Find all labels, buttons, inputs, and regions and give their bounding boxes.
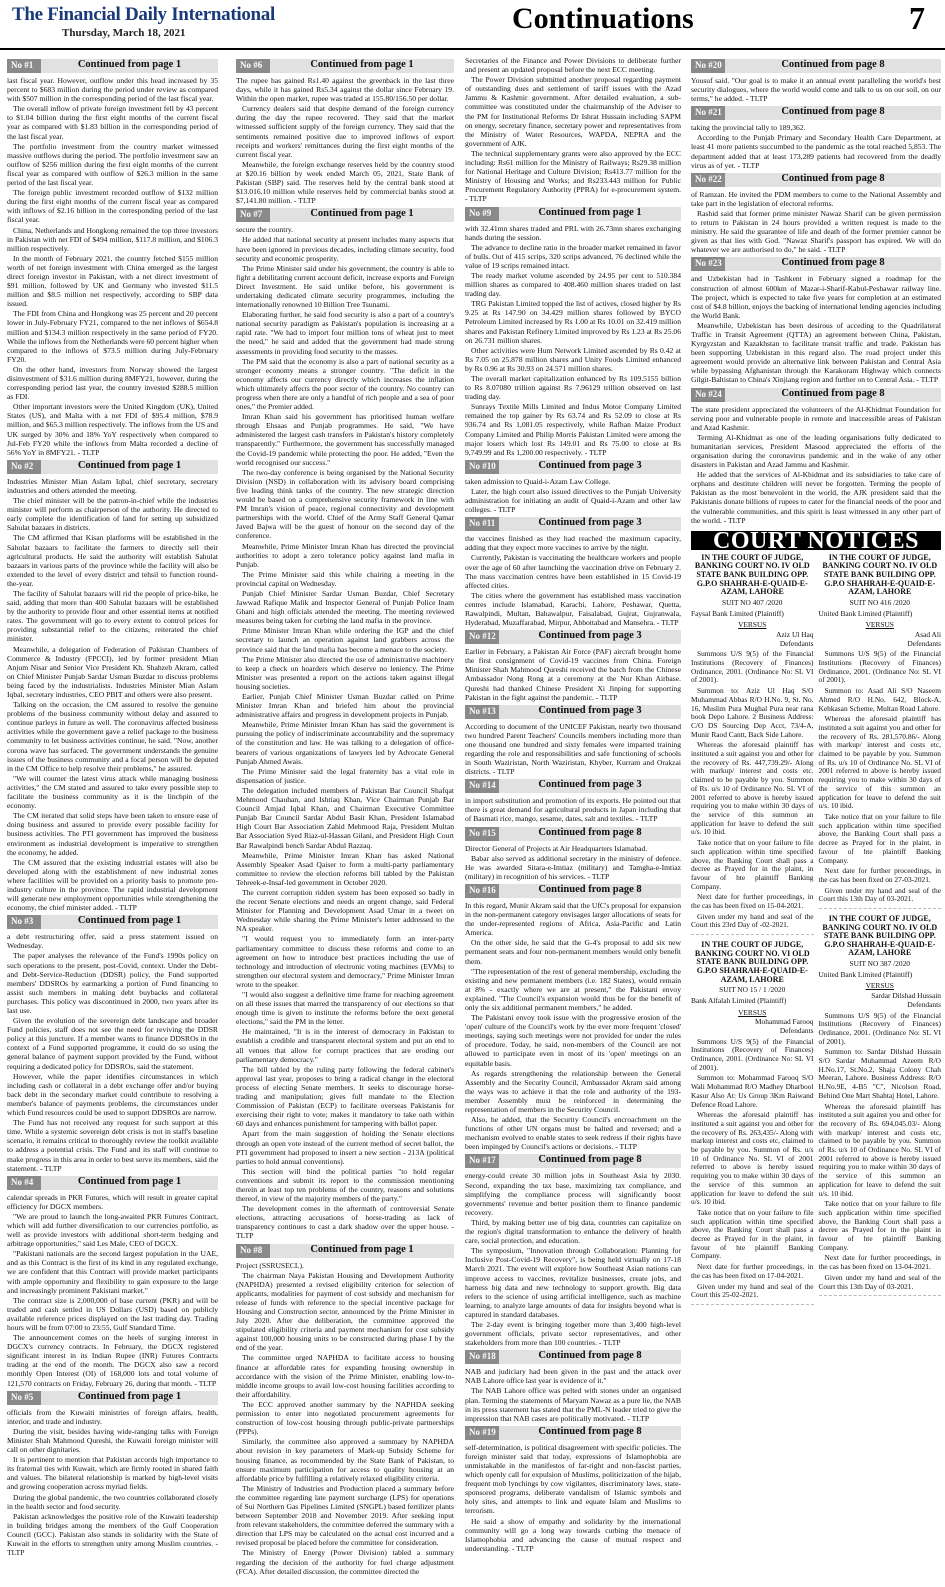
story-paragraph: Rashid said that former prime minister Nawaz Sharif can be given permission to return to Pakistan in 24 hours provided a written request is made to the ministry. He said the guarantee of life and death of the former premier cannot be given as that lies with God. "Nawaz Sharif's passport has expired. We will do whatever we are authorised to do," he said. - TLTP — [691, 208, 941, 255]
story-paragraph: Given the evolution of the sovereign debt landscape and broader Fund policies, staff does not see the need for reviving the DDSR policy at this juncture. If a member wants to finance DDSROs in the context of a Fund supported programme, it could do so using the general balance of payment support provided by the Fund, without requiring a dedicated policy for DDSROs, said the statement. — [7, 1016, 218, 1071]
story-paragraph: of Ramzan. He invited the PDM members to come to the National Assembly and take part in the legislation of electoral reforms. — [691, 189, 941, 208]
continued-from-label: Continued from page 1 — [41, 59, 218, 73]
story-paragraph: "We will counter the latest virus attack while managing business activities," the CM stated and assured to take every possible step to facilitate the business community as it is the linchpin of the economy. — [7, 773, 218, 811]
story-number: No #15 — [465, 827, 499, 841]
continuation-header — [465, 1154, 681, 1168]
story-paragraph: On the other hand, investors from Norway showed the largest disinvestment of $31.6 million during 8MFY21, however, during the corresponding period last year, the country invested $288.5 million as FDI. — [7, 364, 218, 402]
story-paragraph: Later, the high court also issued directives to the Punjab University administration for initiating an audit of Quaid-i-Azam and other law colleges. - TLTP — [465, 486, 681, 515]
continued-from-label: Continued from page 3 — [499, 630, 681, 644]
story-paragraph: The foreign public investment recorded outflow of $132 million during the first eight months of the current fiscal year as compared with inflows of $2.16 billion in the corresponding period of the last fiscal year. — [7, 188, 218, 225]
story-paragraph: Industries Minister Mian Aslam Iqbal, chief secretary, secretary industries and others attended the meeting. — [7, 476, 218, 495]
story-paragraph: Pakistan acknowledges the positive role of the Kuwaiti leadership in building bridges among the members of the Gulf Cooperation Council (GCC). Pakistan also stands in solidarity with the State of Kuwait in the efforts to strengthen unity among Muslim countries. - TLTP — [7, 1511, 218, 1558]
story-paragraph: The contract size is 2,000,000 of base current (PKR) and will be traded and cash settled in US Dollars (USD) based on publicly available reference prices displayed on the last trading day. Trading hours will be from 07:00 to 23:55, Gulf Standard Time. — [7, 1295, 218, 1332]
story-paragraph: Project (SSRUSECL). — [236, 1260, 304, 1270]
defendant-name: Asad Ali — [914, 629, 941, 639]
story-paragraph: The ready market volume ascended by 24.95 per cent to 510.384 million shares as compared to 408.460 million shares traded on last trading day. — [465, 270, 681, 299]
story-paragraph: According to document of the UNICEF Pakistan, nearly two thousand two hundred Parent Teachers' Councils members including more than one thousand one hundred and sixty females were imparted training regarding the role and responsibilities and safe functioning of schools in South Waziristan, North Waziristan, Khyber, Kurram and Orakzai districts. - TLTP — [465, 721, 681, 777]
continuation-header — [465, 1426, 681, 1440]
story-paragraph: Meanwhile, Prime Minister Imran Khan has said the government is pursuing the policy of indiscriminate accountability and the supremacy of the constitution and law. He was talking to a delegation of office-bearers of various organizations of lawyers led by Advocate General Punjab Ahmed Awais. — [236, 720, 454, 766]
story-number: No #20 — [691, 59, 725, 73]
newspaper-title: The Financial Daily International — [12, 4, 275, 25]
versus-label: VERSUS — [738, 1007, 767, 1017]
notice-paragraph: Whereas the aforesaid plaintiff has instituted a suit against you and other for the recovery of Rs. 263,435/- Along with markup interest and costs etc, claimed to be payable by you. Summon of Rs. u/s 10 of Ordinance No. SL VI of 2001 referred to above is hereby issued requiring you to make within 30 days of the service of this summon an application for leave to defend the suit u/s. 10 ibid. — [691, 1110, 814, 1207]
suit-number: SUIT NO 15 / 1 /2020 — [719, 985, 786, 995]
notice-paragraph: Summon to: Asad Ali S/O Naseem Ahmed R/O H.No. 642, Block-A, Kehkasan Scheme, Multan Road Lahore. — [818, 686, 941, 713]
continuation-header — [465, 460, 681, 474]
story-paragraph: "I would request you to immediately form an inter-party parliamentary committee to discuss these reforms and come to an agreement on how to introduce best practices including the use of technology and introduction of electronic voting machines (EVMs) to strengthen our electoral system and democracy," Prime Minister Imran wrote to the speaker. — [236, 934, 454, 989]
story-number: No #23 — [691, 257, 725, 271]
story-paragraph: and Uzbekistan had in Tashkent in February signed a roadmap for the construction of almost 600km of Mazar-i-Sharif-Kabul-Peshawar railway line. The project, which is expected to take five years for completion at an estimated cost of $4.8 billion, enjoys the backing of international lending agencies including the World Bank. — [691, 274, 941, 320]
plaintiff-name: United Bank Limited (Plaintiff) — [818, 608, 913, 618]
story-paragraph: The PM said that the economy is also a part of national security as a stronger economy means a stronger country. "The deficit in the economy affects our currency directly which increases the inflation which ultimately affects the poor sector of the country. No country can progress when there are only a handful of rich people and a sea of poor ones," the Premier added. — [236, 356, 454, 412]
continuation-story — [465, 1350, 681, 1423]
story-paragraph: Yousuf said. "Our goal is to make it an annual event paralleling the world's best security dialogues, where the world would come and talk to us on our soil, on our terms," he added. - TLTP — [691, 76, 941, 104]
story-paragraph: the vaccines finished as they had reached the maximum capacity, adding that they expect more vaccines to arrive by the night. — [465, 534, 681, 553]
story-paragraph: calendar spreads in PKR Futures, which will result in greater capital efficiency for DGCX members. — [7, 1192, 218, 1211]
column-4-stories — [691, 59, 941, 525]
notice-paragraph: Given under my hand and seal of the Court this 13th Day of 03-2021. — [818, 885, 941, 904]
court-name: IN THE COURT OF JUDGE, BANKING COURT NO. IV OLD STATE BANK BUILDING OPP. G.P.O SHAHRAH-E-QUAID-E-AZAM, LAHORE — [822, 914, 938, 958]
story-paragraph: China, Netherlands and Hongkong remained the top three investors in Pakistan with net FDI of $494 million, $117.8 million, and $106.3 million respectively. — [7, 225, 218, 253]
versus-label: VERSUS — [865, 620, 894, 630]
continuation-story — [236, 1244, 454, 1576]
story-paragraph: According to the Punjab Primary and Secondary Health Care Department, at least 41 more patients succumbed to the pandemic as the total reached 5,853. The department added that at least 173,289 patients had recovered from the deadly virus as of yet. - TLTP — [691, 133, 941, 170]
story-paragraph: The facility of Sahulat bazaars will rid the people of price-hike, he said, adding that more than 400 Sahulat bazaars will be established by the authority to provide flour and other essential items at notified rates. The government will go to every extent to control prices for providing substantial relief to the citizens, reiterated the chief minister. — [7, 588, 218, 644]
story-number: No #12 — [465, 630, 499, 644]
story-paragraph: The CM assured that the existing industrial estates will also be developed along with the establishment of new industrial zones where facilities will be provided on a priority basis to promote pro-industry culture in the province. The rapid industrial development will generate new employment opportunities while strengthening the economy, the chief minister added. - TLTP — [7, 857, 218, 913]
story-paragraph: The Ministry of Industries and Production placed a summary before the committee regarding late payment surcharge (LPS) for operations of Sui Northern Gas Pipelines Limited (SNGPL) based fertilizer plants between September 2018 and November 2019. After seeking input from relevant stakeholders, the committee deferred the summary with a direction that LPS may be calculated on the actual cost incurred and a revised proposal be placed before the committee for consideration. — [236, 1483, 454, 1548]
continuation-header — [7, 460, 218, 474]
continuation-header — [691, 388, 941, 402]
story-paragraph: The overall inflow of private foreign investment fell by 43 percent to $1.04 billion during the first eight months of the current fiscal year as compared with $1.83 billion in the corresponding period of the last fiscal year. — [7, 104, 218, 141]
story-paragraph: Meanwhile, a delegation of Federation of Pakistan Chambers of Commerce & Industry (FPCCI), led by former president Mian Anjum Nisar and Senior Vice President Kh. Shahzeb Akram, called on Chief Minister Punjab Sardar Usman Buzdar to discuss problems being faced by the industrialists. Industries Minister Mian Aslam Iqbal, secretary industries, CEO PBIT and others were also present. — [7, 644, 218, 699]
continuation-header — [465, 630, 681, 644]
story-paragraph: On the other side, he said that the G-4's proposal to add six new permanent seats and four non-permanent members would only benefit them. — [465, 938, 681, 966]
continued-from-label: Continued from page 8 — [725, 388, 941, 402]
section-title: Continuations — [512, 2, 694, 35]
continuation-header — [465, 207, 681, 221]
suit-number: SUIT NO 416 /2020 — [849, 597, 910, 607]
notice-paragraph: Summons U/S 9(5) of the Financial Institutions (Recovery of Finances) Ordinance, 2001. (Ordinance No: SL VI of 2001). — [691, 1036, 814, 1072]
story-paragraph: Earlier, Punjab Chief Minister Usman Buzdar called on Prime Minister Imran Khan and briefed him about the provincial administrative affairs and progress in development projects in Punjab. — [236, 692, 454, 720]
court-notice — [819, 915, 942, 1296]
continuation-header — [465, 1350, 681, 1364]
story-paragraph: He added that national security at present includes many aspects that have been ignored in previous decades, including climate security, food security and economic prosperity. — [236, 235, 454, 263]
story-number: No #21 — [691, 106, 725, 120]
continued-from-label: Continued from page 1 — [41, 1391, 218, 1405]
story-number: No #24 — [691, 388, 725, 402]
story-paragraph: Meanwhile, the foreign exchange reserves held by the country stood at $20.16 billion by week ended March 05, 2021, State Bank of Pakistan (SBP) said. The reserves held by the central bank stood at $13.016.10 million while reserves held by commercial banks stood at $7,141.80 million. - TLTP — [236, 159, 454, 206]
notice-paragraph: Take notice that on your failure to file such application within time specified above, the Banking Court shall pass a decree as Prayed for in the plaint, in favour of hte plaintiff Banking Company. — [818, 811, 941, 865]
story-paragraph: Currency dealers said that despite demand of the foreign currency during the day the rupee recovered. They said that the market witnessed sufficient supply of the foreign currency. They said that the sentiments remained positive due to improved inflows of export receipts and workers' remittances during the first eight months of the current fiscal year. — [236, 104, 454, 159]
court-notices-left — [691, 554, 814, 1311]
story-number: No #3 — [7, 915, 41, 929]
story-paragraph: with 32.41mn shares traded and PRL with 26.73mn shares exchanging hands during the session. — [465, 223, 681, 242]
court-name: IN THE COURT OF JUDGE, BANKING COURT NO. IV OLD STATE BANK BUILDING OPP. G.P.O SHAHRAH-E-QUAID-E-AZAM, LAHORE — [694, 552, 810, 597]
story-paragraph: a debt restructuring offer, said a press statement issued on Wednesday. — [7, 932, 218, 951]
continued-from-label: Continued from page 1 — [270, 59, 454, 73]
story-paragraph: last fiscal year. However, outflow under this head increased by 35 percent to $683 million during the period under review as compared with $507 million in the corresponding period of the last fiscal year. — [7, 76, 218, 104]
story-number: No #9 — [465, 207, 499, 221]
continued-from-label: Continued from page 8 — [725, 173, 941, 187]
continuation-header — [465, 779, 681, 793]
notice-paragraph: Take notice that on your failure to file such application within time specified above, the Banking Court shall pass a decree as Prayed for in the plaint, in favour of hte plaintiff Banking Company. — [691, 1207, 814, 1261]
continuation-story — [7, 1176, 218, 1388]
notice-paragraph: Take notice that on your failure to file such application within time specified above, the Banking Court shall pass a decree as Prayed for in the plaint, in favour of hte plaintiff Banking Company. — [691, 838, 814, 891]
continuation-story — [691, 257, 941, 384]
continuation-story — [465, 56, 681, 204]
story-paragraph: The Prime Minister said under his government, the country is able to fight a debilitating current account deficit, increase exports and Foreign Direct Investment. He said unlike before, his government is undertaking dedicated climate security programmes, including the internationally renowned 10 Billion Tree Tsunami. — [236, 263, 454, 310]
notice-paragraph: Summons U/S 9(5) of the Financial Institutions (Recovery of Finances) Ordinance, 2001. (Ordinance No: SL VI of 2001). — [818, 1010, 941, 1046]
story-paragraph: The paper analyses the relevance of the Fund's 1990s policy on such operations to the present, post-Covid, context. Under the Debt- and Debt-Service-Reduction (DDSR) policy, the Fund supported members' DDSROs by earmarking a portion of Fund financing to assist such members in making debt buybacks and collateral purchases. This policy was discontinued in 2000, two years after its last use. — [7, 951, 218, 1015]
story-paragraph: The ECC approved another summary by the NAPHDA seeking permission to enter into negotiated procurement agreements for construction of low-cost housing through public-private partnerships (PPPs). — [236, 1399, 454, 1437]
story-paragraph: As regards strengthening the relationship between the General Assembly and the Security Council, Ambassador Akram said among the ways was to achieve it that the role and authority of the 193-member Assembly must be reinforced in determining the representation of members in the Security Council. — [465, 1068, 681, 1114]
continued-from-label: Continued from page 1 — [270, 1244, 454, 1258]
story-paragraph: Other activities were Hum Network Limited ascended by Rs 0.42 at Rs 7.05 on 25.878 million shares and Unity Foods Limited enhanced by Rs 0.96 at Rs 30.93 on 24.571 million shares. — [465, 345, 681, 373]
story-paragraph: Other important investors were the United Kingdom (UK), United States (US), and Malta with a net FDI of $95.4 million, $78.9 million, and $65.3 million respectively. The inflows from the US and UK surged by 30% and 18% YoY respectively when compared to Jul-Feb FY20 while the inflows from Malta recorded a decline of 56% YoY in 8MFY21. - TLTP — [7, 402, 218, 457]
story-number: No #11 — [465, 517, 499, 531]
continuation-header — [7, 1391, 218, 1405]
story-paragraph: The current corruption ridden system has been exposed so badly in the recent Senate elections and needs an urgent change, said Federal Minister for Planning and Development Asad Umar in a tweet on Wednesday while sharing the Prime Minister's letter addressed to the NA speaker. — [236, 887, 454, 934]
notice-paragraph: Take notice that on your failure to file such application within time specified above, the Banking Court shall pass a decree as Prayed for in the plaint in favour of hte plaintiff Banking Company. — [818, 1199, 941, 1252]
continuation-story — [691, 106, 941, 169]
notice-paragraph: Summons U/S 9(5) of the Financial Institutions (Recovery of Finances) Ordinance, 2001. (Ordinance No: SL VI of 2001). — [691, 649, 814, 685]
notice-paragraph: Summon to: Aziz Ul Haq S/O Muhammad Abbas R/O H.No. 9, St. No. 16, Muslim Pura Mughal Pura near rana book Depo Lahore. 2 Business Address: C/O DS Sourcing Dep Acct, 73/4-A, Munir Raod Cantt, Back Side Lahore. — [691, 686, 814, 739]
continuation-story — [465, 630, 681, 702]
story-paragraph: This section will bind the political parties "to hold regular conventions and submit its report to the commission mentioning therein at least top ten problems of the country, reasons and solutions thereof, in view of the majority members of the party." — [236, 1166, 454, 1204]
notice-paragraph: Given under my hand and seal of the Court this 13th Day of 03-2021. — [818, 1272, 941, 1291]
continuation-header — [465, 517, 681, 531]
continuation-story — [7, 460, 218, 912]
story-paragraph: The rupee has gained Rs1.40 against the greenback in the last three days, while it has gained Rs5.34 against the dollar since February 19. Within the open market, rupee was traded at 155.80/156.50 per dollar. — [236, 76, 454, 104]
story-paragraph: The overall market capitalization enhanced by Rs 109.5155 billion to Rs 8.07080 trillion against Rs 7.96129 trillion observed on last trading day. — [465, 374, 681, 402]
continuation-story — [465, 207, 681, 457]
continued-from-label: Continued from page 1 — [41, 915, 218, 929]
continued-from-label: Continued from page 3 — [499, 779, 681, 793]
column-1 — [6, 56, 219, 1581]
continued-from-label: Continued from page 3 — [499, 460, 681, 474]
story-paragraph: The technical supplementary grants were also approved by the ECC including: Rs61 million for the Ministry of Railways; Rs29.38 million for National Heritage and Culture Division; Rs413.77 million for the Ministry of Housing and Works; and Rs233.443 million for Public Procurement Regulatory Authority (PPRA) for e-procurement system. - TLTP — [465, 148, 681, 204]
story-paragraph: Talking on the occasion, the CM assured to resolve the genuine problems of the business community without delay and assured to continue parleys in future as well. The coronavirus affected business activities while the government gave a relief package to the business community to let business activities continue, he said. "Now, another corona wave has surfaced. The government understands the genuine issues of the business community and a focal person will be deputed in the CM Office to help resolve their problems," he assured. — [7, 700, 218, 773]
story-paragraph: The portfolio investment from the country market witnessed massive outflows during the period. The portfolio investment saw an outflow of $256 million during the first eight months of the current fiscal year as compared with outflow of $26.3 million in the same period of the last fiscal year. — [7, 141, 218, 188]
continuation-story — [236, 59, 454, 205]
story-paragraph: Meanwhile, Prime Minister Imran Khan has asked National Assembly Speaker Asad Qaiser to form a multi-party parliamentary committee to review the election reforms bill tabled by the Pakistan Tehreek-e-Insaf-led government in October 2020. — [236, 850, 454, 887]
continuation-header — [236, 1244, 454, 1258]
continued-from-label: Continued from page 8 — [499, 1426, 681, 1440]
story-paragraph: The CM iterated that solid steps have been taken to ensure ease of doing business and assured to provide every possible facility for business activities. The PTI government has improved the business environment as industrial development is imperative to strengthen the economy, he added. — [7, 811, 218, 857]
story-paragraph: The development comes in the aftermath of controversial Senate elections, attracting accusations of horse-trading as lack of transparency continues to cast a dark shadow over the upper house. - TLTP — [236, 1204, 454, 1241]
continuation-story — [465, 517, 681, 627]
story-paragraph: TRG Pakistan Limited topped the list of actives, closed higher by Rs 9.25 at Rs 147.90 on 34.429 million shares followed by BYCO Petroleum Limited increased by Rs 1.00 at Rs 10.01 on 32.419 million shares and Pakistan Refinery Limited improved by Rs 1.23 at Rs 25.06 on 26.731 million shares. — [465, 299, 681, 345]
continuation-header — [7, 1176, 218, 1190]
story-paragraph: The cities where the government has established mass vaccination centres include Islamabad, Karachi, Lahore, Peshawar, Quetta, Rawalpindi, Multan, Bahawalpur, Faisalabad, Gujrat, Gujranwala, Hyderabad, Muzaffarabad, Mirpur, Abbottabad and Mansehra. - TLTP — [465, 590, 681, 628]
story-paragraph: Meanwhile, Uzbekistan has been desirous of acceding to the Quadrilateral Traffic in Transit Agreement (QTTA) an agreement between China, Pakistan, Kyrgyzstan and Kazakhstan to facilitate transit traffic and trade. Pakistan has been supporting Uzbekistan in this regard also. The road project under this agreement would provide an alternative link between Pakistan and Central Asia while bypassing Afghanistan through the Karakoram Highway which connects Gilgit-Baltistan to China's Xinjiang region and further on to Central Asia. - TLTP — [691, 320, 941, 385]
story-paragraph: In this regard, Munir Akram said that the UfC's proposal for expansion in the non-permanent category envisages larger allocations of seats for the under-represented regions of Africa, Asia-Pacific and Latin America. — [465, 900, 681, 938]
story-paragraph: "Pakistani nationals are the second largest population in the UAE, and as this Contract is the first of its kind in any regulated exchange, we are confident that this Contract will provide market participants with ample opportunity and flexibility to gain exposure to the large and increasingly prominent Pakistani market." — [7, 1249, 218, 1295]
story-paragraph: taking the provincial tally to 189,362. — [691, 123, 806, 133]
continuation-header — [465, 884, 681, 898]
story-paragraph: The Prime Minister said the legal fraternity has a vital role in dispensation of justice. — [236, 766, 454, 785]
court-notice — [691, 941, 814, 1305]
story-paragraph: Apart from the main suggestion of holding the Senate elections through an open vote instead of the current method of secret ballot, the PTI government had proposed to insert a new section - 213A (political parties to hold annual conventions). — [236, 1129, 454, 1166]
story-paragraph: During the visit, besides having wide-ranging talks with Foreign Minister Shah Mahmood Qureshi, the Kuwaiti foreign minister will call on other dignitaries. — [7, 1426, 218, 1455]
story-paragraph: Third, by making better use of big data, countries can capitalize on the region's digital transformation to enhance the delivery of health care, social protection, and education. — [465, 1217, 681, 1246]
continuation-header — [691, 173, 941, 187]
continued-from-label: Continued from page 1 — [499, 207, 681, 221]
story-paragraph: self-determination, is political disagreement with specific policies. The foreign minister said that today, expressions of Islamophobia are unmistakable in the manifestos of far-right and non-fascist parties, which openly call for expulsion of Muslims, politicization of the hijab, frequent mob lynchings by cow vigilantes, discriminatory laws, state-sponsored programs, deliberate vandalism of Islamic symbols and holy sites, and attempts to link and equate Islam and Muslims to terrorism. — [465, 1442, 681, 1516]
story-paragraph: taken admission to Quaid-i-Azam Law College. — [465, 476, 611, 486]
story-number: No #17 — [465, 1154, 499, 1168]
story-paragraph: Earlier in February, a Pakistan Air Force (PAF) aircraft brought home the first consignment of Covid-19 vaccines from China. Foreign Minister Shah Mahmood Qureshi received the batch from the Chinese Ambassador Nong Rong at a ceremony at the Nur Khan Airbase. Qureshi had thanked Chinese President Xi Jinping for supporting Pakistan in the fight against the pandemic. - TLTP — [465, 647, 681, 702]
story-paragraph: The state president appreciated the volunteers of the Al-Khidmat Foundation for serving poor and vulnerable people in remote and inaccessible areas of Pakistan and Azad Kashmir. — [691, 404, 941, 432]
court-notices — [691, 554, 941, 1311]
notice-paragraph: Summon to: Sardar Dilshad Hussain S/O Sardar Muhammad Azeem R/O H.No.17, St.No.2, Shaja Colony Chah Meeran, Lahore. Business Address: R/O H.No.9E, 4-B5 "C", Nicolson Road, Behind One Mart Shahtaj Hotel, Lahore. — [818, 1047, 941, 1100]
notice-paragraph: Next date for further proceedings, in the cas has been fixed on 15-04-2021. — [691, 892, 814, 911]
story-paragraph: The advance to decline ratio in the broader market remained in favor of bulls. Out of 415 scrips, 320 scrips advanced, 76 declined while the value of 19 scrips remained intact. — [465, 242, 681, 270]
story-paragraph: "We are proud to launch the long-awaited PKR Futures Contract, which will add further diversification to our currencies portfolio, as well as provide investors with additional short-term hedging and arbitrage opportunities," said Les Male, CEO of DGCX. — [7, 1211, 218, 1249]
story-paragraph: However, while the paper identifies circumstances in which including cash or collateral in a debt exchange offer and/or buying back debt in the secondary market could contribute to resolving a member's balance of payments problems, the circumstances under which Fund resources could be used to support DDSROs are narrow. — [7, 1071, 218, 1118]
continuation-story — [236, 208, 454, 1240]
notice-paragraph: Given under my hand and seal of the Court this 23rd Day of -02-2021. — [691, 911, 814, 930]
court-notices-right — [819, 554, 942, 1311]
story-number: No #10 — [465, 460, 499, 474]
story-paragraph: The Ministry of Energy (Power Division) tabled a summary regarding the decision of the authority for fuel charge adjustment (FCA). After detailed discussion, the committee directed the — [236, 1548, 454, 1576]
story-paragraph: energy-could create 30 million jobs in Southeast Asia by 2030. Second, expanding the tax base, maximizing tax compliance, and simplifying the compliance process will significantly boost governments' revenue and better position them to finance pandemic recovery. — [465, 1171, 681, 1217]
story-paragraph: The Prime Minister also directed the use of administrative machinery to keep a check on hoarders which deserve no leniency. The Prime Minister was presented a report on the actions taken against illegal housing societies. — [236, 654, 454, 691]
story-paragraph: The two-day conference is being organised by the National Security Division (NSD) in collaboration with its advisory board comprising five leading think tanks of the country. The new strategic direction would be based on a comprehensive security framework in line with PM Imran's vision of peace, regional connectivity and development partnerships with the world. Chief of the Army Staff General Qamar Javed Bajwa will be the guest of honour on the second day of the conference. — [236, 467, 454, 541]
story-paragraph: The symposium, "Innovation through Collaboration: Planning for Inclusive Post-Covid-19 Recovery", is being held virtually on 17-18 March 2021. The event will explore how Southeast Asian nations can improve access to vaccines, revitalize businesses, create jobs, and harness big data and new technology to support growth. Big data refers to the science of using artificial intelligence, such as machine learning, to analyze large amounts of data for insights beyond what is captured in standard databases. — [465, 1246, 681, 1319]
continued-from-label: Continued from page 8 — [499, 827, 681, 841]
defendants-label: Defendants — [779, 638, 814, 648]
story-paragraph: Babar also served as additional secretary in the ministry of defence. He was awarded Sitara-e-Imtiaz (military) and Tamgha-e-Imtiaz (military) in recognition of his services. - TLTP — [465, 853, 681, 881]
continued-from-label: Continued from page 8 — [499, 1350, 681, 1364]
continued-from-label: Continued from page 8 — [725, 257, 941, 271]
continued-from-label: Continued from page 1 — [270, 208, 454, 222]
continuation-story — [7, 915, 218, 1172]
continuation-story — [465, 1426, 681, 1553]
continuation-story — [7, 59, 218, 457]
column-2 — [235, 56, 455, 1581]
defendant-name: Aziz Ul Haq — [776, 629, 814, 639]
continued-from-label: Continued from page 8 — [499, 884, 681, 898]
story-paragraph: Imran Khan said his government has prioritised human welfare through Ehsaas and Punjab programmes. He said, "We have administered the largest cash transfers in Pakistan's history completely transparently." Furthermore, the government has successfully managed the Covid-19 pandemic while protecting the poor. He added, "Even the world recognised our success." — [236, 412, 454, 467]
story-number: No #1 — [7, 59, 41, 73]
page-number: 7 — [909, 0, 925, 36]
notice-paragraph: Summons U/S 9(5) of the Financial Institutions (Recovery of Finances) Ordinance, 2001. (Ordinance No: SL VI of 2001). — [818, 649, 941, 685]
story-paragraph: During the global pandemic, the two countries collaborated closely in the health sector and food security. — [7, 1492, 218, 1511]
story-number: No #7 — [236, 208, 270, 222]
story-paragraph: officials from the Kuwaiti ministries of foreign affairs, health, interior, and trade and industry. — [7, 1407, 218, 1426]
notice-paragraph: Summon to: Mohammad Farooq S/O Wali Mohammad R/O Madhey Dharbool Kasur Also At: Us Group 3Km Raiwand Defence Road Lahore. — [691, 1073, 814, 1109]
story-paragraph: He added that the services of Al-Khidmat and its subsidiaries to take care of orphans and destitute children will never be forgotten. Terming the people of Pakistan as the most benevolent in the world, the AJK president said that the Pakistanis donate billions of rupees to cater for the financial needs of the poor and the vulnerable communities, and this spirit is least witnessed in any other part of the world. - TLTP — [691, 470, 941, 525]
story-paragraph: Secretaries of the Finance and Power Divisions to deliberate further and present an updated proposal before the next ECC meeting. — [465, 56, 681, 75]
story-paragraph: The announcement comes on the heels of surging interest in DGCX's currency contracts. In February, the DGCX registered significant interest in its Indian Rupee (INR) Futures Contracts trading at the end of the month. The DGCX also saw a record monthly Open Interest (OI) of 168,000 lots and total volume of 121,570 contracts on Friday, February 26, during that month. - TLTP — [7, 1333, 218, 1388]
story-paragraph: The FDI from China and Hongkong was 25 percent and 20 percent lower in July-February FY21, compared to the net inflows of $654.8 million and $134.3 million respectively in the same period of FY20. While the inflows from the Netherlands were 60 percent higher when compared to the inflows of $73.5 million during July-February FY20. — [7, 309, 218, 364]
continuation-header — [691, 106, 941, 120]
court-notice — [691, 554, 814, 935]
continued-from-label: Continued from page 8 — [725, 106, 941, 120]
story-paragraph: Elaborating further, he said food security is also a part of a country's national security paradigm as Pakistan's population is increasing at a rapid rate. "We had to import four million tons of wheat just to meet the need," he said and added that the government had made strong assessments in providing food security to the masses. — [236, 310, 454, 356]
continuation-story — [465, 1154, 681, 1347]
notice-paragraph: Whereas the aforesaid plaintiff has instituted a suit against you and other for the recovery of Rs. 694,045.03/- Along with markup/ interest and costs etc, claimed to be payable by you. Summon of Rs. u/s 10 of Ordinance No. SL VI of 2001 referred to above is hereby issued requiring you to make within 30 days of the service of this summon an application for leave to defend the suit u/s. 10 ibid. — [818, 1101, 941, 1198]
continuation-story — [7, 1391, 218, 1558]
story-paragraph: Prime Minister Imran Khan while ordering the IGP and the chief secretary to launch an operation against land grabbers across the province said that the land mafia has become a menace to the society. — [236, 626, 454, 654]
continuation-header — [465, 705, 681, 719]
defendants-label: Defendants — [779, 1025, 814, 1035]
defendants-label: Defendants — [907, 999, 941, 1009]
continuation-story — [465, 827, 681, 881]
continuation-header — [236, 208, 454, 222]
continuation-story — [691, 173, 941, 255]
continuation-header — [7, 915, 218, 929]
continuation-story — [465, 460, 681, 514]
continuation-header — [236, 59, 454, 73]
story-number: No #13 — [465, 705, 499, 719]
story-paragraph: The Prime Minister said this while chairing a meeting in the provincial capital on Wednesday. — [236, 569, 454, 588]
story-paragraph: Terming Al-Khidmat as one of the leading organisations fully dedicated to humanitarian services, President Masood appreciated the efforts of the organisation during the coronavirus pandemic and in the wake of any other disasters in Pakistan and Azad Jammu and Kashmir. — [691, 432, 941, 470]
story-paragraph: It is pertinent to mention that Pakistan accords high importance to its fraternal ties with Kuwait, which are firmly rooted in shared faith and values. The bilateral relationship is marked by high-level visits and growing cooperation across myriad fields. — [7, 1455, 218, 1492]
continuation-story — [691, 388, 941, 525]
versus-label: VERSUS — [865, 981, 894, 991]
plaintiff-name: Faysal Bank Limited (Plaintiff) — [691, 608, 784, 618]
continued-from-label: Continued from page 1 — [41, 460, 218, 474]
notice-paragraph: Given under my hand and seal of the Court this 25-02-2021. — [691, 1281, 814, 1300]
story-paragraph: The bill tabled by the ruling party following the federal cabinet's approval last year, proposes to bring a radical change in the electoral process of electing Senate members. It seeks to discourage horse-trading and manipulation; gives full mandate to the Election Commission of Pakistan (ECP) to facilitate overseas Pakistanis for exercising their right to vote; makes it mandatory to take oath within 60 days and enhances punishment for tampering with ballot paper. — [236, 1064, 454, 1129]
story-paragraph: NAB and judiciary had been given in the past and the attack over NAB Lahore office last year is evidence of it." — [465, 1367, 681, 1386]
story-number: No #8 — [236, 1244, 270, 1258]
continued-from-label: Continued from page 3 — [499, 517, 681, 531]
story-number: No #6 — [236, 59, 270, 73]
plaintiff-name: Bank Alfalah Limited (Plaintiff) — [691, 995, 787, 1005]
story-paragraph: Meanwhile, Prime Minister Imran Khan has directed the provincial authorities to adopt a zero tolerance policy against land mafia in Punjab. — [236, 541, 454, 569]
plaintiff-name: United Bank Limited (Plaintiff) — [818, 969, 913, 979]
continuation-story — [465, 705, 681, 777]
story-paragraph: Sunrays Textile Mills Limited and Indus Motor Company Limited remained the top gainer by Rs 63.74 and Rs 52.09 to close at Rs 936.74 and Rs 1,081.05 respectively, while Rafhan Maize Product Company Limited and Philip Morris Pakistan Limited were among the major losers which lost Rs 149.01 and Rs 75.00 to close at Rs 9,749.99 and Rs 1,200.00 respectively. - TLTP — [465, 402, 681, 457]
story-paragraph: The chairman Naya Pakistan Housing and Development Authority (NAPHDA) presented a revised eligibility criterion for selection of applicants, modalities for payment of cost subsidy and mechanism for release of funds with reference to the special incentive package for Housing and Construction sector, announced by the Prime Minister in July 2020. After due deliberation, the committee approved the stipulated eligibility criteria and payment mechanism for cost subsidy against 100,000 housing units to be constructed during phase I by the end of the year. — [236, 1270, 454, 1353]
story-paragraph: The committee urged NAPHDA to facilitate access to housing finance at affordable rates for expanding housing ownership in accordance with the vision of the Prime Minister, enabling low-to-middle income groups to avail low-cost housing facilities according to their affordability. — [236, 1353, 454, 1399]
story-paragraph: The delegation included members of Pakistan Bar Council Shafqat Mehmood Chauhan, and Ishtiaq Khan, Vice Chairman Punjab Bar Council Amjad Iqbal Khan, and Chairman Executive Committee Punjab Bar Council Sardar Abdul Basit Khan, President Islamabad High Court Bar Association Zahid Mehmood Raja, President Multan Bar Association Syed Riaz-ul-Hassan Gilani, and President High Court Bar Rawalpindi bench Sardar Abdul Razzaq. — [236, 785, 454, 850]
story-paragraph: In the month of February 2021, the country fetched $155 million worth of net foreign investment with China emerged as the largest direct foreign investor in Pakistan, with a net direct investment of $91 million, followed by UK and Germany who invested $11.5 million and $8.5 million net respectively, according to SBP data issued. — [7, 253, 218, 309]
notice-paragraph: Whereas the aforesaid plaintiff has instituted a suit against you and other for the recovery of Rs. 447,739.29/- Along with markup/ interest and costs etc. claimed to be payable by you. Summon of Rs. u/s 10 of Ordinance No. SL VI of 2001 referred to above is hereby issued requiring you to make within 30 days of the service of this summon an application for leave to defend the suit u/s. 10 ibid. — [691, 740, 814, 837]
story-paragraph: He said a show of empathy and solidarity by the international community will go a long way towards curbing the menace of Islamophobia and advancing the cause of mutual respect and understanding. - TLTP — [465, 1516, 681, 1553]
story-number: No #14 — [465, 779, 499, 793]
notice-paragraph: Next date for further proceedings, in the cas has been fixed on 17-04-2021. — [691, 1262, 814, 1280]
column-4 — [690, 56, 942, 1581]
story-paragraph: The chief minister will be the patron-in-chief while the industries minister will perform as chairperson of the authority. He directed to early complete the identification of land for setting up subsidized Sahulat bazaars in districts. — [7, 496, 218, 533]
defendant-name: Sardar Dilshad Hussain — [871, 991, 941, 1001]
continued-from-label: Continued from page 8 — [499, 1154, 681, 1168]
story-paragraph: Currently, Pakistan is vaccinating the healthcare workers and people over the age of 60 after launching the vaccination drive on February 2. The mass vaccination centres have been established in 15 Covid-19 affected cities. — [465, 553, 681, 590]
court-notice — [819, 554, 942, 909]
continuation-header — [7, 59, 218, 73]
suit-number: SUIT NO 407 /2020 — [722, 597, 783, 607]
continuation-story — [465, 779, 681, 823]
continuation-story — [691, 59, 941, 103]
suit-number: SUIT NO 387 /2020 — [849, 958, 910, 968]
court-notices-banner: COURT NOTICES — [691, 531, 941, 550]
story-number: No #18 — [465, 1350, 499, 1364]
story-paragraph: Similarly, the committee also approved a summary by NAPHDA about revision in key parameters of Mark-up Subsidy Scheme for housing finance, as recommended by the State Bank of Pakistan, to ensure maximum participation for access to quality housing at an affordable price by fulfilling a relatively relaxed eligibility criteria. — [236, 1437, 454, 1483]
story-paragraph: secure the country. — [236, 225, 294, 235]
story-paragraph: The NAB Lahore office was pelted with stones under an organised plan. Terming the statements of Maryam Nawaz as a pure lie, the NAB in its press statement has stated that the PML-N leader tried to give the impression that NAB cases are politically motivated. - TLTP — [465, 1386, 681, 1423]
story-paragraph: Punjab Chief Minister Sardar Usman Buzdar, Chief Secretary Jawwad Rafique Malik and Inspector General of Punjab Police Inam Ghani and high officials attended the meeting. The meeting reviewed measures being taken for curbing the land mafia in the province. — [236, 588, 454, 626]
story-paragraph: The Power Division submitted another proposal regarding payment of outstanding dues and settlement of tariff issues with the Azad Jammu & Kashmir government. After detailed evaluation, a sub-committee was constituted under the chairmanship of the Adviser to the PM for Institutional Reforms Dr Ishrat Hussain including SAPM on energy, secretary finance, secretary power and representatives from the Ministry of Water Resources, WAPDA, NEPRA and the government of AJK. — [465, 75, 681, 148]
story-paragraph: Director General of Projects at Air Headquarters Islamabad. — [465, 843, 648, 853]
story-paragraph: "I would also suggest a definitive time frame for reaching agreement on all these issues that marred the transparency of our elections so that enough time is given to institute the reforms before the next general elections," said the PM in the letter. — [236, 990, 454, 1027]
continuation-header — [465, 827, 681, 841]
story-number: No #2 — [7, 460, 41, 474]
notice-paragraph: Next date for further proceedings, in the cas has been fixed on 27-03-2021. — [818, 866, 941, 884]
continuation-header — [691, 257, 941, 271]
court-name: IN THE COURT OF JUDGE, BANKING COURT NO. VI OLD STATE BANK BUILDING OPP. G.P.O SHAHRAH-E-QUAID-E-AZAM, LAHORE — [694, 940, 810, 984]
story-paragraph: The Fund has not received any request for such support at this time. While a systemic sovereign debt crisis is not in staff's baseline scenario, it remains critical to thoroughly review the toolkit available to address a potential crisis. The Fund and its staff will continue to make progress in this area in order to best serve its members, said the statement. - TLTP — [7, 1118, 218, 1173]
continuation-story — [465, 884, 681, 1152]
story-number: No #22 — [691, 173, 725, 187]
story-paragraph: in import substitution and promotion of its exports. He pointed out that there is great demand for agricultural products in Japan including that of Basmati rice, mango, sesame, dates, salt and textiles. - TLTP — [465, 796, 681, 824]
notice-paragraph: Whereas the aforesaid plaintiff has instituted a suit against you and other for the recovery of Rs. 281,570.86/- Along with markup/ interest and costs etc, claimed to be payable by you. Summon of Rs. u/s 10 of Ordinance No. SL VI of 2001 referred to above is hereby issued requiring you to make within 30 days of the service of this summon an application for leave to defend the suit u/s. 10 ibid. — [818, 714, 941, 811]
court-name: IN THE COURT OF JUDGE, BANKING COURT NO. IV OLD STATE BANK BUILDING OPP. G.P.O SHAHRAH-E-QUAID-E-AZAM, LAHORE — [822, 552, 938, 597]
notice-paragraph: Next date for further proceedings, in the cas has been fixed on 13-04-2021. — [818, 1253, 941, 1272]
continuation-header — [691, 59, 941, 73]
defendants-label: Defendants — [907, 638, 941, 648]
story-number: No #5 — [7, 1391, 41, 1405]
issue-date: Thursday, March 18, 2021 — [62, 27, 186, 39]
story-number: No #4 — [7, 1176, 41, 1190]
masthead — [0, 0, 945, 50]
story-paragraph: The 2-day event is bringing together more than 3,400 high-level government officials, private sector representatives, and other stakeholders from more than 100 countries. - TLTP — [465, 1319, 681, 1348]
story-paragraph: The Pakistani envoy took issue with the progressive erosion of the 'open' culture of the Council's work by the ever more frequent 'closed' meetings, saying such meetings were not provided for under the rules of procedure. Today, he said, non-members of the Council are not allowed to participate even in most of its 'open' meetings on an equitable basis. — [465, 1013, 681, 1068]
story-paragraph: The CM affirmed that Kisan platforms will be established in the Sahulat bazaars to facilitate the farmers to directly sell their agricultural products. He said the authority will establish Sahulat bazaars in various parts of the province while the facility will also be extended to the level of every district and tehsil to function round-the-year. — [7, 533, 218, 588]
continued-from-label: Continued from page 8 — [725, 59, 941, 73]
story-number: No #19 — [465, 1426, 499, 1440]
story-paragraph: Also, he added, that the Security Council's encroachment on the functions of other UN organs must be halted and reversed; and a mechanism evolved to enable states to seek redress if their rights have been impinged by Council's actions or decisions. - TLTP — [465, 1115, 681, 1152]
continued-from-label: Continued from page 3 — [499, 705, 681, 719]
defendant-name: Mohammad Farooq — [754, 1017, 814, 1027]
continued-from-label: Continued from page 1 — [41, 1176, 218, 1190]
versus-label: VERSUS — [738, 620, 767, 630]
column-3 — [464, 56, 682, 1581]
story-paragraph: "The representation of the rest of general membership, excluding the existing and new permanent members (i.e. 182 States), would remain at 8% - exactly where we are at present," the Pakistani envoy explained. "The Council's expansion would thus be for the benefit of only the six additional permanent members," he added. — [465, 966, 681, 1012]
story-paragraph: He maintained, "It is in the interest of democracy in Pakistan to establish a credible and transparent electoral system and put an end to all venues that allow for corrupt practices that are eroding our parliamentary democracy." — [236, 1027, 454, 1064]
story-number: No #16 — [465, 884, 499, 898]
